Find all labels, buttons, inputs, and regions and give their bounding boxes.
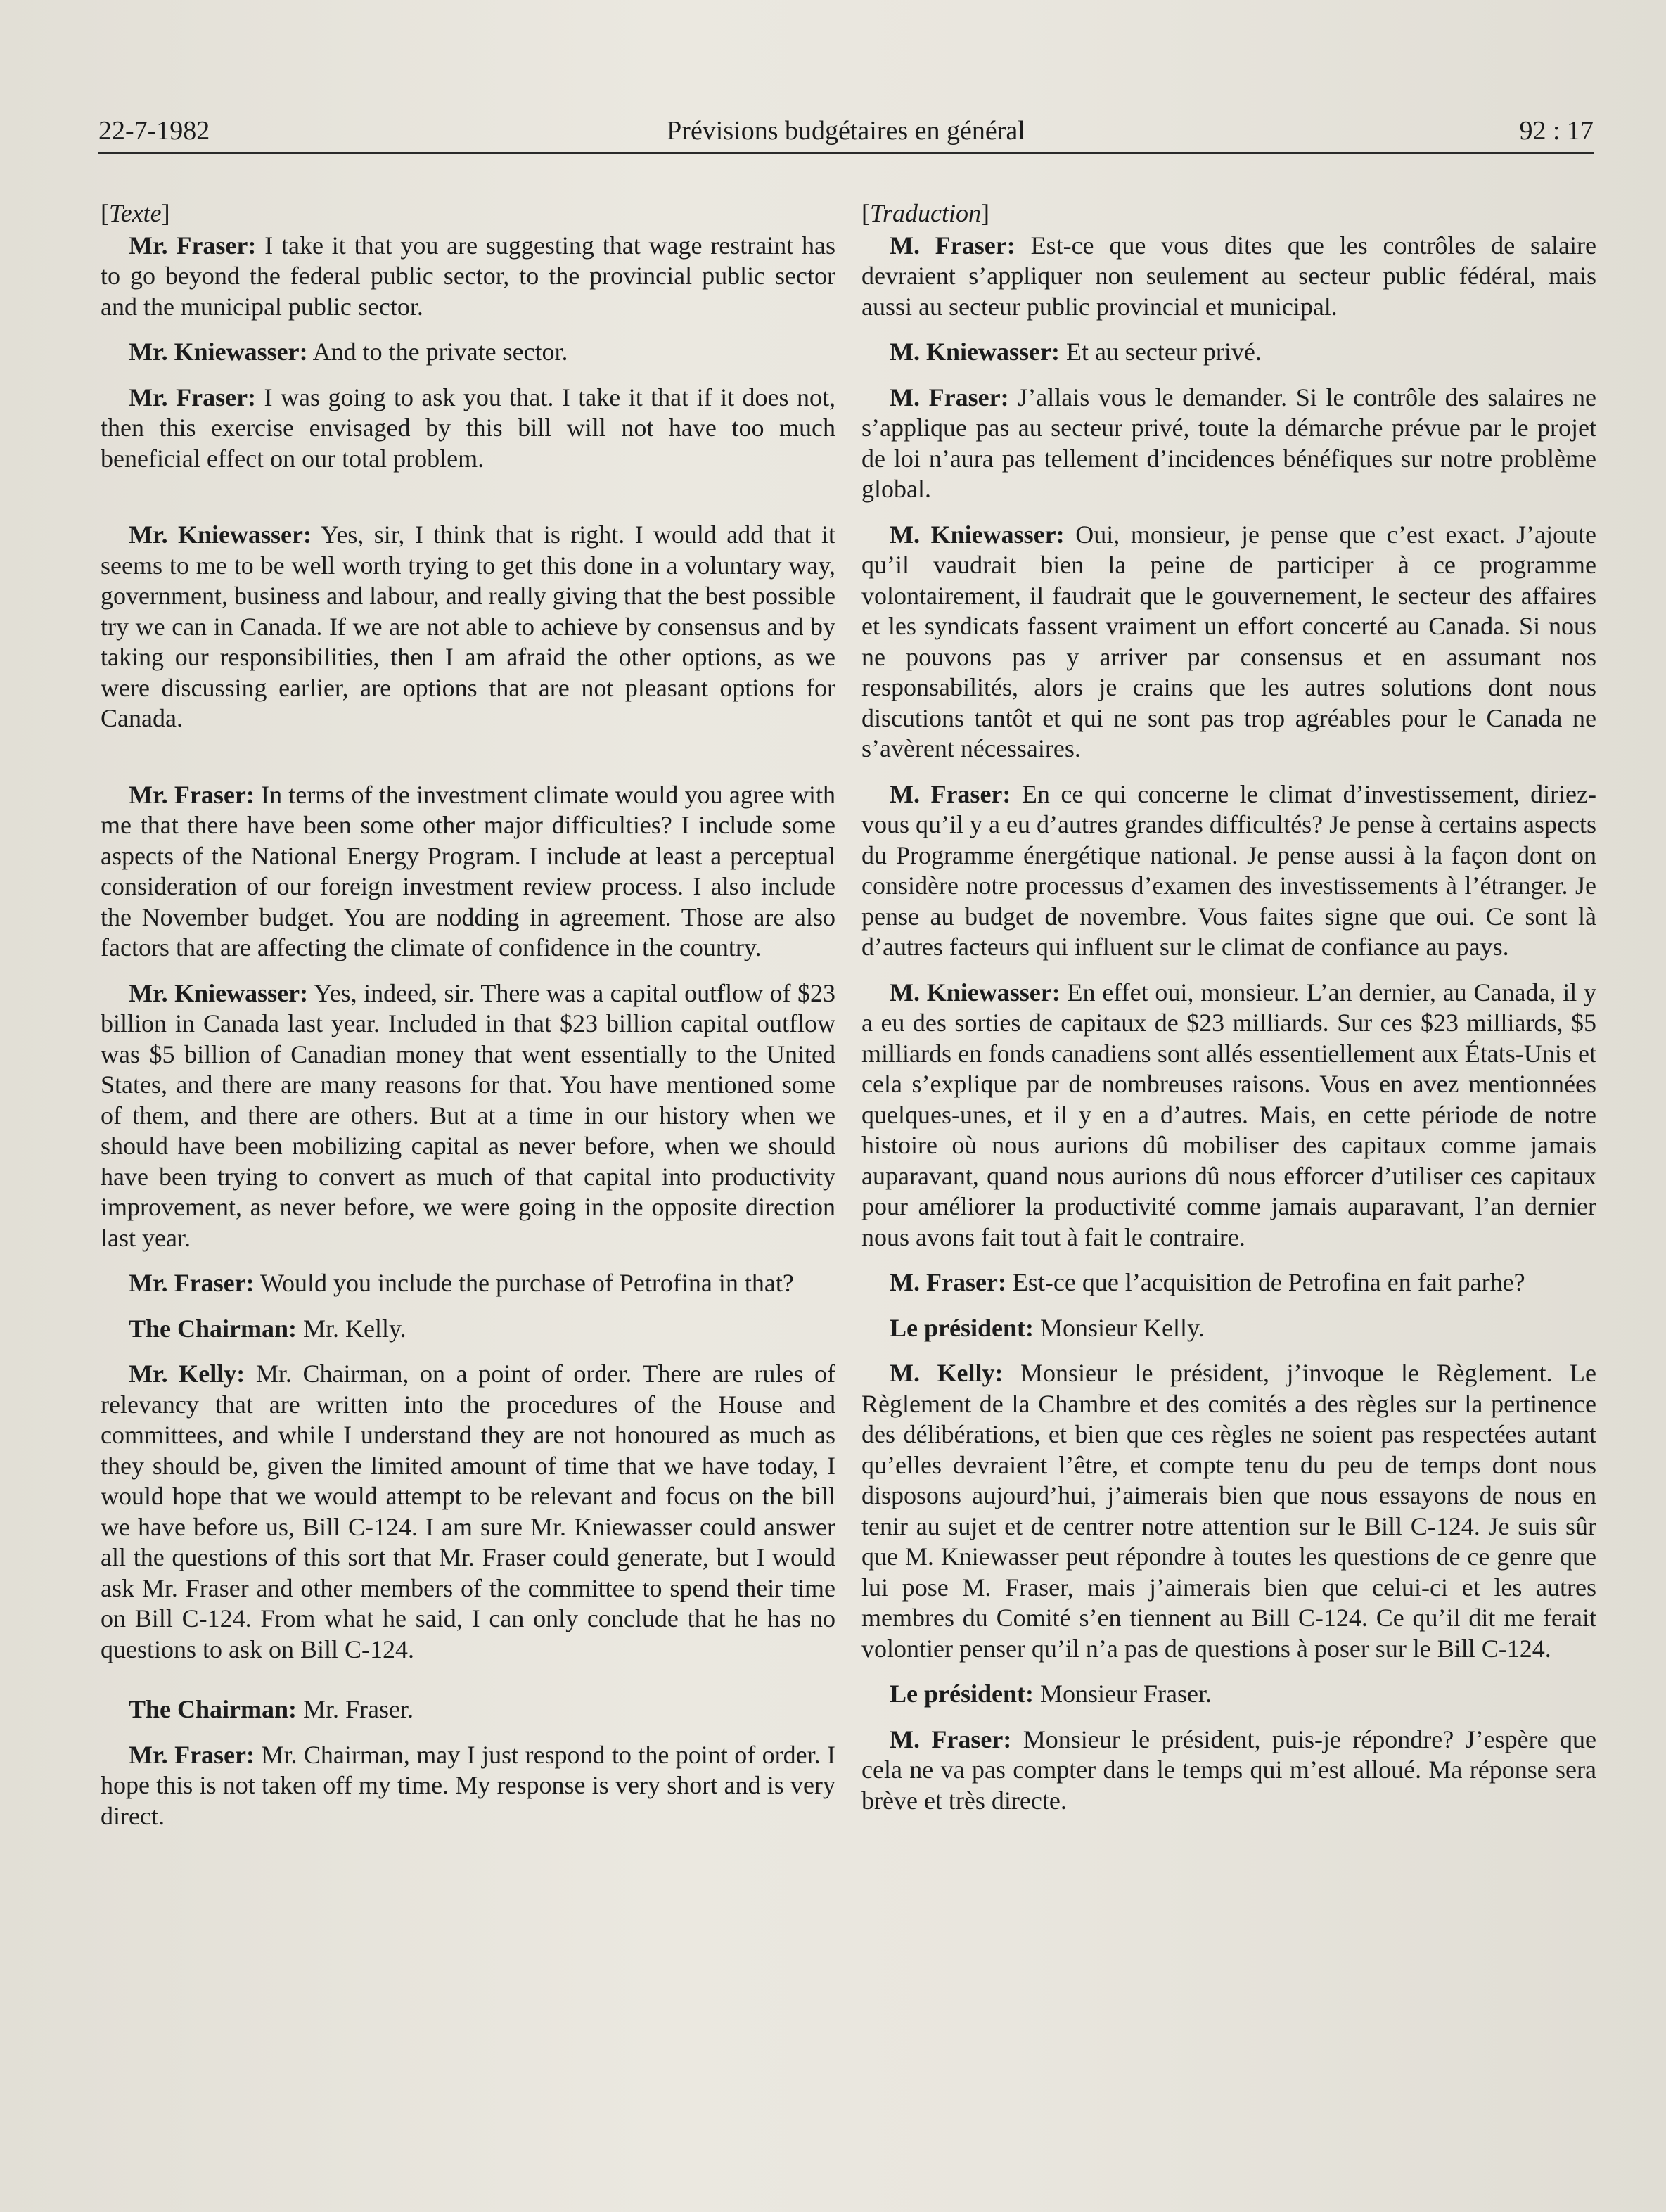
speaker-name: Mr. Fraser: [129,1269,255,1297]
speech-paragraph [861,337,1596,368]
speech-paragraph [101,1314,835,1345]
speaker-name: M. Fraser: [890,231,1015,260]
speaker-name: M. Fraser: [890,383,1009,411]
speech-paragraph [861,978,1596,1253]
speech-text: I was going to ask you that. I take it that if it does not, then this exercise envisaged by this bill will not have too much beneficial effect on our total problem. [101,383,836,473]
speech-text: Est-ce que vous dites que les contrôles de salaire devraient s’appliquer non seulement au secteur public fédéral, mais aussi au secteur public provincial et municipal. [861,231,1596,321]
speaker-name: M. Kniewasser: [890,338,1060,366]
speech-text: Est-ce que l’acquisition de Petrofina en fait parhe? [1012,1268,1525,1296]
section-label: [Texte] [101,199,170,227]
speech-text: Yes, indeed, sir. There was a capital outflow of $23 billion in Canada last year. Included in that $23 billion capital outflow was $5 billion of Canadian money that went essentially to the United States, and there are many reasons for that. You have mentioned some of them, and there are others. But at a time in our history when we should have been mobilizing capital as never before, when we should have been trying to convert as much of that capital into productivity improvement, as never before, we were going in the opposite direction last year. [101,978,835,1252]
speaker-name: The Chairman: [129,1314,297,1343]
speech-paragraph [101,1268,835,1299]
speech-text: Oui, monsieur, je pense que c’est exact. J’ajoute qu’il vaudrait bien la peine de participer à ce programme volontairement, il faudrait que le gouvernement, le secteur des affaires et les syndicats fassent vraiment un effort concerté au Canada. Si nous ne pouvons pas y arriver par consensus et en assumant nos responsabilités, alors je crains que les autres solutions dont nous discutions tantôt et qui ne sont pas trop agréables pour le Canada ne s’avèrent nécessaires. [861,520,1597,762]
speaker-name: M. Kelly: [890,1359,1004,1387]
speech-text: Yes, sir, I think that is right. I would add that it seems to me to be well worth trying to get this done in a voluntary way, government, business and labour, and really giving that the best possible try we can in Canada. If we are not able to achieve by consensus and by taking our responsibilities, then I am afraid the other options, as we were discussing earlier, are options that are not pleasant options for Canada. [101,520,836,732]
speech-paragraph [101,337,835,368]
speaker-name: The Chairman: [129,1695,297,1723]
speech-paragraph [101,1694,835,1725]
speech-paragraph [101,1359,835,1665]
speech-paragraph [861,520,1596,765]
speech-paragraph [101,1740,835,1832]
speech-text: I take it that you are suggesting that wage restraint has to go beyond the federal public sector, to the provincial public sector and the municipal public sector. [101,231,836,321]
speech-paragraph [101,780,835,964]
speaker-name: Mr. Kniewasser: [129,978,309,1007]
speech-paragraph [101,383,835,475]
speaker-name: Le président: [890,1313,1034,1342]
english-column [101,198,835,1831]
speech-text: Monsieur le président, j’invoque le Règlement. Le Règlement de la Chambre et des comités a des règles sur la pertinence des délibérations, et bien que ces règles ne soient pas respectées autant qu’elles devraient l’être, et compte tenu du peu de temps dont nous disposons aujourd’hui, j’aimerais bien que nous essayons de nous en tenir au sujet et de centrer notre attention sur le Bill C-124. Je suis sûr que M. Kniewasser peut répondre à toutes les questions de ce genre que lui pose M. Fraser, mais j’aimerais bien que celui-ci et les autres membres du Comité s’en tiennent au Bill C-124. Ce qu’il dit me ferait volontier penser qu’il n’a pas de questions à poser sur le Bill C-124. [861,1359,1596,1663]
speaker-name: Mr. Fraser: [129,780,255,809]
french-column [861,198,1596,1816]
speech-paragraph [861,1313,1596,1344]
speech-paragraph [101,978,835,1254]
speaker-name: M. Fraser: [890,779,1011,808]
speech-paragraph [101,231,835,323]
speech-paragraph [861,231,1596,323]
speech-text: J’allais vous le demander. Si le contrôle des salaires ne s’applique pas au secteur privé, toute la démarche prévue par le projet de loi n’aura pas tellement d’incidences bénéfiques sur notre problème global. [861,383,1597,503]
speaker-name: Mr. Fraser: [129,1740,255,1769]
speech-text: Et au secteur privé. [1065,338,1262,366]
speech-text: Mr. Fraser. [303,1695,414,1723]
speech-paragraph [861,1679,1596,1710]
header-title: Prévisions budgétaires en général [667,116,1025,146]
speech-text: Monsieur Fraser. [1039,1680,1212,1708]
speech-text: En ce qui concerne le climat d’investissement, diriez-vous qu’il y a eu d’autres grandes difficultés? Je pense à certains aspects du Programme énergétique national. Je pense aussi à la façon dont on considère notre processus d’examen des investissements à l’étranger. Je pense au budget de novembre. Vous faites signe que oui. Ce sont là d’autres facteurs qui influent sur le climat de confiance au pays. [861,779,1597,961]
speaker-name: M. Fraser: [890,1725,1012,1753]
speech-text: Monsieur le président, puis-je répondre? J’espère que cela ne va pas compter dans le temps qui m’est alloué. Ma réponse sera brève et très directe. [861,1725,1596,1815]
speech-text: Would you include the purchase of Petrofina in that? [259,1269,794,1297]
speaker-name: M. Kniewasser: [890,520,1065,549]
speaker-name: Mr. Fraser: [129,383,257,411]
speech-text: And to the private sector. [312,338,568,366]
speech-text: Mr. Kelly. [303,1314,406,1343]
speaker-name: M. Kniewasser: [890,978,1061,1006]
speaker-name: Mr. Kniewasser: [129,520,312,549]
speech-text: En effet oui, monsieur. L’an dernier, au Canada, il y a eu des sorties de capitaux de $23 milliards. Sur ces $23 milliards, $5 milliards en fonds canadiens sont allés essentiellement aux États-Unis et cela s’explique par de nombreuses raisons. Vous en avez mentionnées quelques-unes, et il y en a d’autres. Mais, en cette période de notre histoire où nous aurions dû mobiliser des capitaux comme jamais auparavant, quand nous aurions dû nous efforcer d’utiliser ces capitaux pour améliorer la productivité comme jamais auparavant, l’an dernier nous avons fait tout à fait le contraire. [861,978,1597,1251]
speech-text: Monsieur Kelly. [1039,1313,1205,1342]
speech-paragraph [861,1725,1596,1817]
speech-paragraph [861,1267,1596,1298]
speech-text: Mr. Chairman, on a point of order. There are rules of relevancy that are written into the procedures of the House and committees, and while I understand they are not honoured as much as they should be, given the limited amount of time that we have today, I would hope that we would attempt to be relevant and focus on the bill we have before us, Bill C-124. I am sure Mr. Kniewasser could answer all the questions of this sort that Mr. Fraser could generate, but I would ask Mr. Fraser and other members of the committee to spend their time on Bill C-124. From what he said, I can only conclude that he has no questions to ask on Bill C-124. [101,1360,836,1663]
speaker-name: Le président: [890,1680,1034,1708]
speech-text: Mr. Chairman, may I just respond to the point of order. I hope this is not taken off my time. My response is very short and is very direct. [101,1740,836,1830]
speaker-name: Mr. Fraser: [129,231,257,260]
speech-paragraph [861,383,1596,505]
speaker-name: M. Fraser: [890,1268,1006,1296]
speech-text: In terms of the investment climate would you agree with me that there have been some other major difficulties? I include some aspects of the National Energy Program. I include at least a perceptual consideration of our foreign investment review process. I also include the November budget. You are nodding in agreement. Those are also factors that are affecting the climate of confidence in the country. [101,780,836,961]
header-rule [98,152,1594,154]
speech-paragraph [861,1358,1596,1664]
running-header [98,113,1594,149]
page-number: 92 : 17 [1519,116,1594,146]
speaker-name: Mr. Kelly: [129,1360,245,1388]
speech-paragraph [101,520,835,734]
speech-paragraph [861,779,1596,963]
header-date: 22-7-1982 [98,116,210,146]
section-label: [Traduction] [861,199,990,227]
speaker-name: Mr. Kniewasser: [129,338,308,366]
